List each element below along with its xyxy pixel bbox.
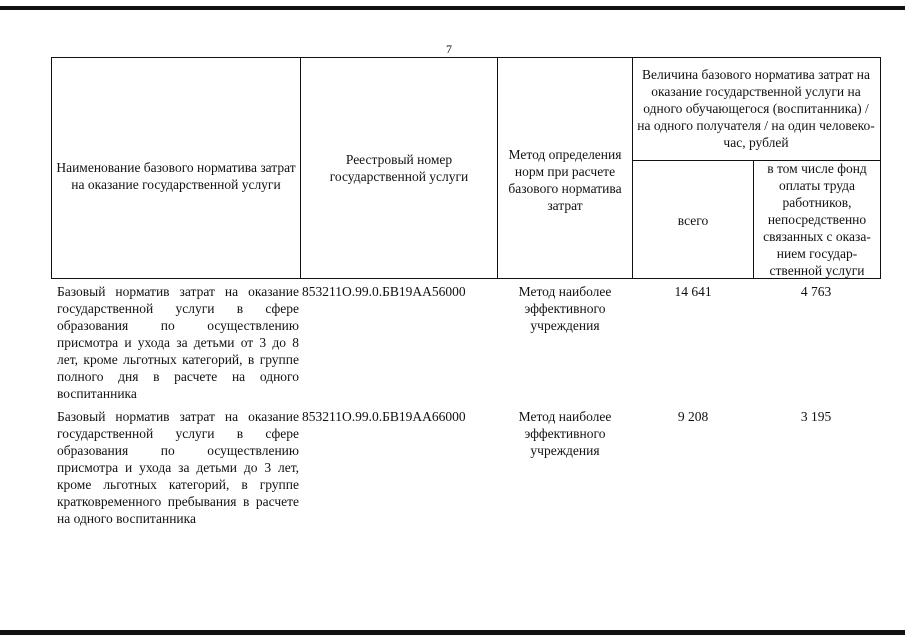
top-scan-border [0,6,905,10]
header-value-group: Величина базового норматива затрат на оказание государственной услуги на одного обучающегося (воспитанника) / на одного получателя / на один человеко-час, рублей [637,67,875,150]
row-1-method: Метод наиболее эффективного учреждения [518,284,612,333]
row-2-wage-fund: 3 195 [800,409,832,424]
table-right-border [880,57,881,278]
bottom-scan-border [0,630,905,635]
row-2-method: Метод наиболее эффективного учреждения [518,409,612,458]
column-divider [300,57,301,278]
header-wage-fund: в том числе фонд оплаты труда работников, непосредственно связанных с оказа-нием государ-ственной услуги [763,161,871,278]
column-divider [753,160,754,278]
page-number: 7 [446,42,452,56]
row-1-registry: 853211О.99.0.БВ19АА56000 [302,284,466,299]
row-2-registry: 853211О.99.0.БВ19АА66000 [302,409,466,424]
row-2-total: 9 208 [677,409,709,424]
header-total: всего [677,212,709,228]
row-1-total: 14 641 [674,284,712,299]
column-divider [497,57,498,278]
row-1-name: Базовый норматив затрат на оказание государственной услуги в сфере образования по осуществлению присмотра и ухода за детьми от 3 до 8 лет, кроме льготных категорий, в группе полного дня в расчете на одного воспитанника [57,284,299,401]
row-1-wage-fund: 4 763 [800,284,832,299]
column-divider [632,57,633,278]
header-method: Метод определения норм при расчете базового норматива затрат [508,147,622,213]
table-left-border [51,57,52,278]
header-name: Наименование базового норматива затрат на оказание государственной услуги [56,160,296,192]
header-registry: Реестровый номер государственной услуги [329,152,469,184]
row-2-name: Базовый норматив затрат на оказание государственной услуги в сфере образования по осуществлению присмотра и ухода за детьми до 3 лет, кроме льготных категорий, в группе кратковременного пребывания в расчете на одного воспитанника [57,409,299,526]
